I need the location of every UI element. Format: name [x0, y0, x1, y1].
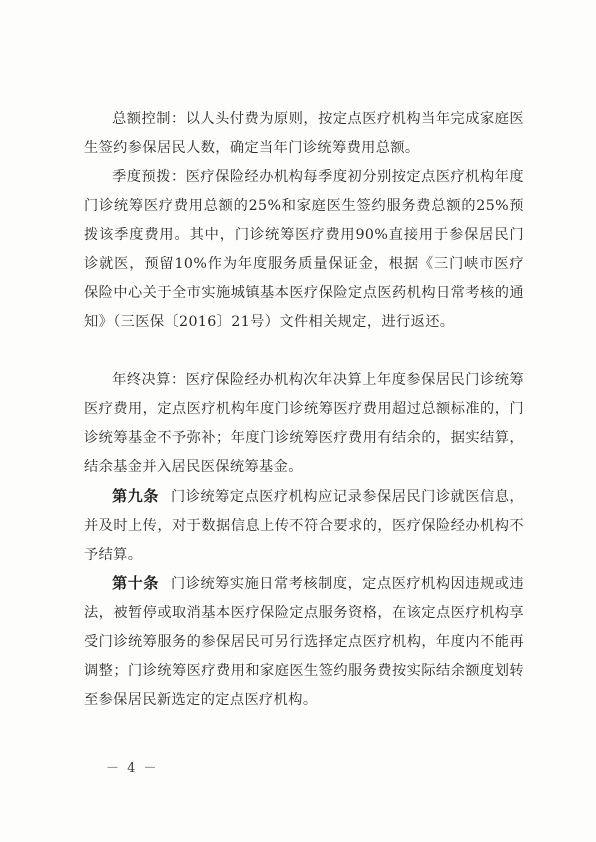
- article-text: 门诊统筹定点医疗机构应记录参保居民门诊就医信息，并及时上传，对于数据信息上传不符合要求的，医疗保险经办机构不予结算。: [84, 489, 524, 563]
- paragraph-text: 总额控制：以人头付费为原则，按定点医疗机构当年完成家庭医生签约参保居民人数，确定当年门诊统筹费用总额。: [84, 111, 524, 156]
- article-10: [84, 569, 524, 715]
- page-number: － 4 －: [106, 761, 159, 776]
- paragraph-total-control: [84, 105, 524, 163]
- paragraph-year-end-settlement: [84, 366, 524, 482]
- article-number: 第九条: [112, 487, 160, 505]
- article-text: 门诊统筹实施日常考核制度，定点医疗机构因违规或违法，被暂停或取消基本医疗保险定点服务资格，在该定点医疗机构享受门诊统筹服务的参保居民可另行选择定点医疗机构，年度内不能再调整；门诊统筹医疗费用和家庭医生签约服务费按实际结余额度划转至参保居民新选定的定点医疗机构。: [84, 576, 524, 708]
- article-number: 第十条: [112, 574, 160, 592]
- paragraph-text: 年终决算：医疗保险经办机构次年决算上年度参保居民门诊统筹医疗费用，定点医疗机构年度门诊统筹医疗费用超过总额标准的，门诊统筹基金不予弥补；年度门诊统筹医疗费用有结余的，据实结算，结余基金并入居民医保统筹基金。: [84, 372, 524, 475]
- article-9: [84, 482, 524, 570]
- paragraph-text: 季度预拨：医疗保险经办机构每季度初分别按定点医疗机构年度门诊统筹医疗费用总额的25%和家庭医生签约服务费总额的25%预拨该季度费用。其中，门诊统筹医疗费用90%直接用于参保居民门诊就医，预留10%作为年度服务质量保证金，根据《三门峡市医疗保险中心关于全市实施城镇基本医疗保险定点医药机构日常考核的通知》（三医保〔2016〕21号）文件相关规定，进行返还。: [84, 169, 524, 330]
- paragraph-quarterly-allocation: [84, 163, 524, 337]
